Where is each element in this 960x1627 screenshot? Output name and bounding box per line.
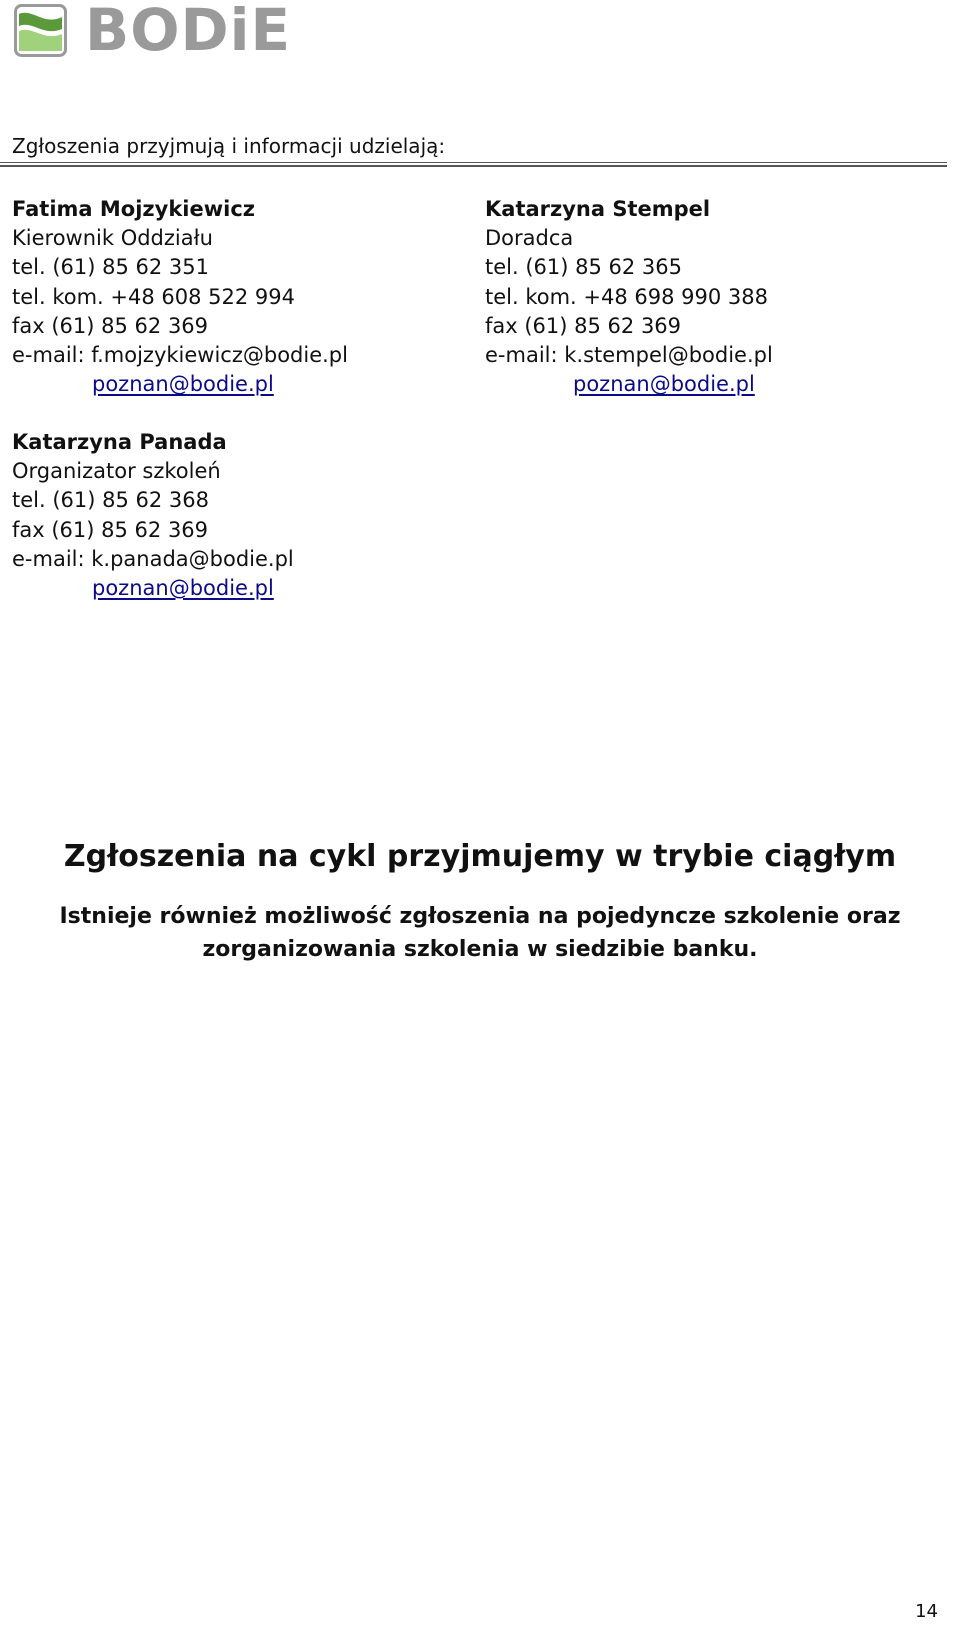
contact-fax: fax (61) 85 62 369 (12, 517, 209, 542)
contact-email: e-mail: f.mojzykiewicz@bodie.pl (12, 343, 348, 368)
contact-card (12, 428, 294, 603)
contact-mobile: tel. kom. +48 698 990 388 (485, 284, 768, 309)
contact-phone: tel. (61) 85 62 368 (12, 488, 209, 513)
divider (0, 162, 947, 167)
headline: Zgłoszenia na cykl przyjmujemy w trybie ciągłym (63, 839, 897, 874)
email-link[interactable]: poznan@bodie.pl (573, 372, 755, 397)
email-link[interactable]: poznan@bodie.pl (92, 372, 274, 397)
contact-phone: tel. (61) 85 62 351 (12, 255, 209, 280)
contact-fax: fax (61) 85 62 369 (12, 313, 209, 338)
contact-email: e-mail: k.panada@bodie.pl (12, 546, 294, 571)
contact-fax: fax (61) 85 62 369 (485, 313, 682, 338)
info-note (30, 900, 930, 966)
email-link[interactable]: poznan@bodie.pl (92, 576, 274, 601)
logo-wordmark: BODiE (85, 0, 292, 64)
bodie-logo (14, 0, 292, 64)
contact-card (485, 195, 773, 399)
info-note-line: zorganizowania szkolenia w siedzibie banku. (202, 937, 758, 962)
page-number: 14 (915, 1601, 938, 1622)
info-note-line: Istnieje również możliwość zgłoszenia na pojedyncze szkolenie oraz (59, 904, 901, 929)
contact-name: Katarzyna Panada (12, 430, 227, 454)
contact-role: Doradca (485, 226, 574, 251)
contact-name: Katarzyna Stempel (485, 197, 711, 221)
contact-role: Kierownik Oddziału (12, 226, 213, 251)
contact-phone: tel. (61) 85 62 365 (485, 255, 682, 280)
contact-intro: Zgłoszenia przyjmują i informacji udzielają: (12, 134, 446, 158)
bodie-logo-mark-icon (14, 4, 67, 57)
contact-role: Organizator szkoleń (12, 459, 221, 484)
contact-name: Fatima Mojzykiewicz (12, 197, 255, 221)
contact-mobile: tel. kom. +48 608 522 994 (12, 284, 295, 309)
contact-email: e-mail: k.stempel@bodie.pl (485, 343, 773, 368)
contact-card (12, 195, 348, 399)
